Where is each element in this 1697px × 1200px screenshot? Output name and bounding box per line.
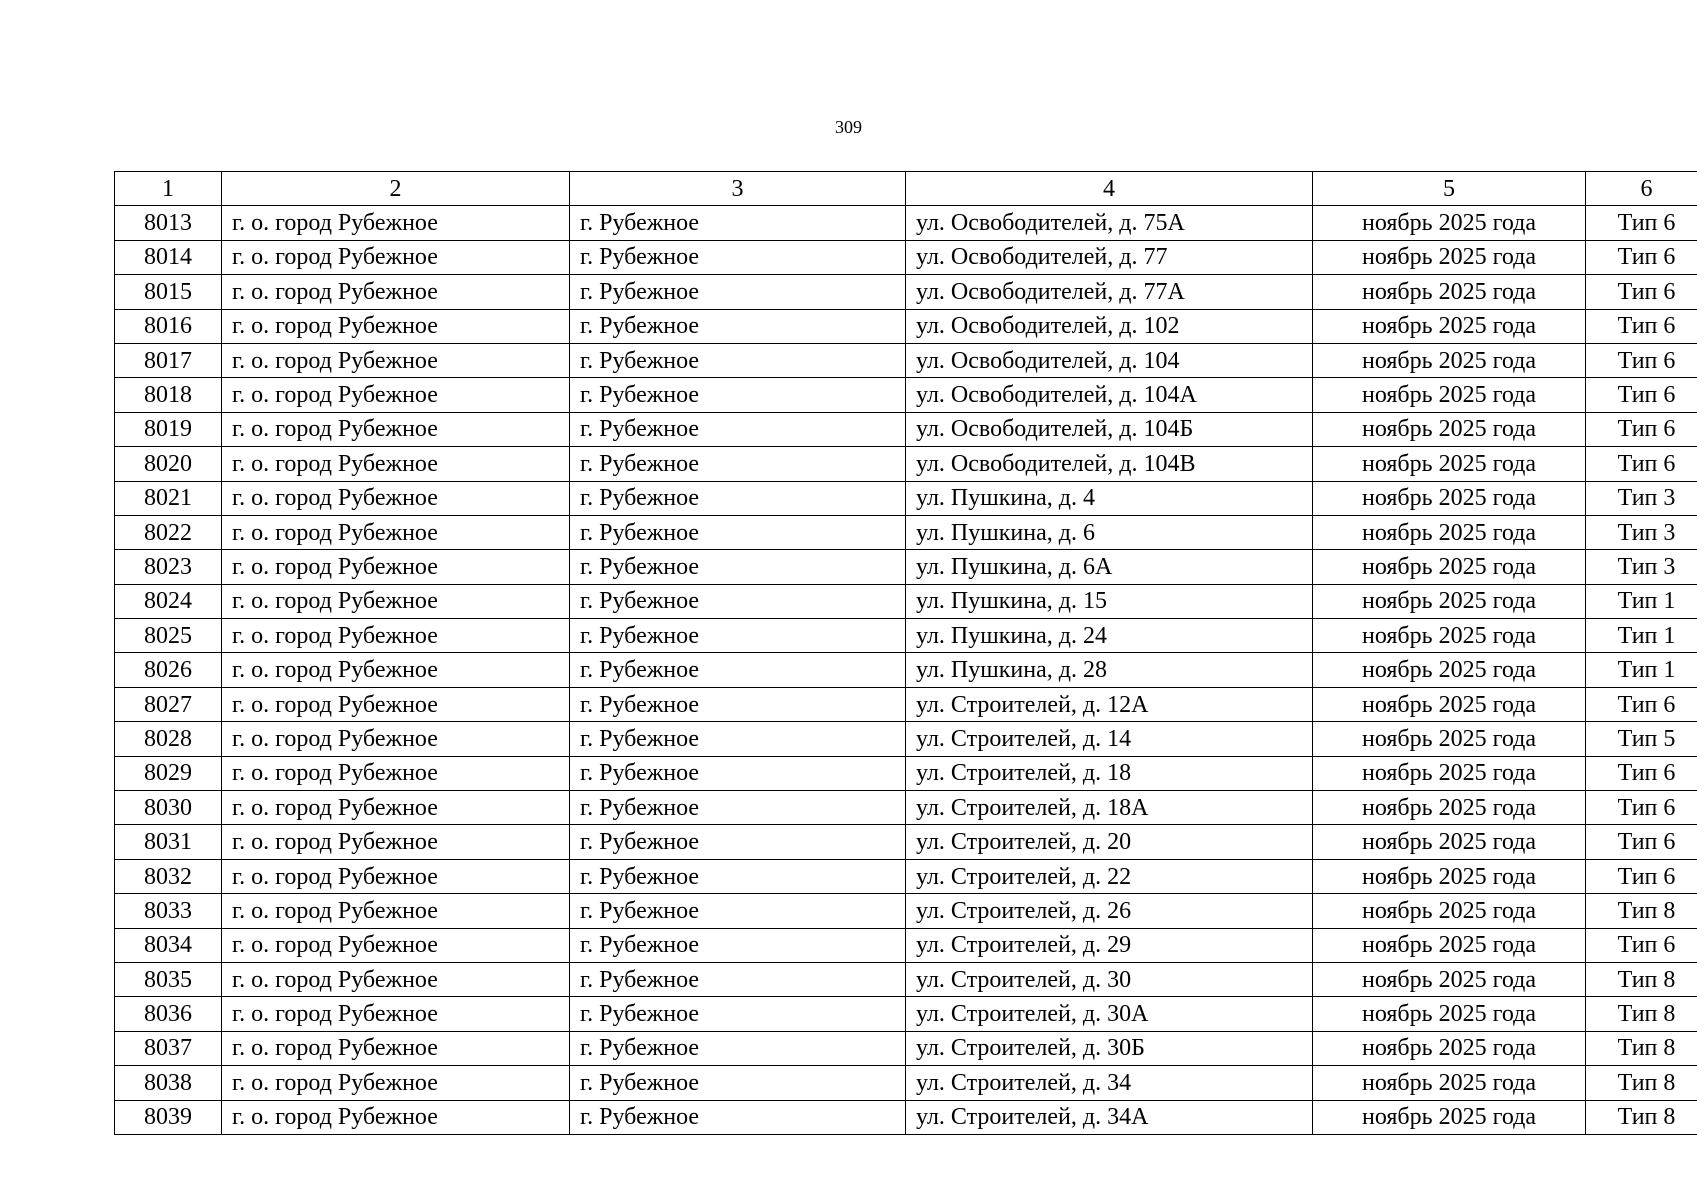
type-cell: Тип 6 xyxy=(1586,928,1697,962)
type-cell: Тип 3 xyxy=(1586,515,1697,549)
date-cell: ноябрь 2025 года xyxy=(1313,825,1586,859)
column-header-6: 6 xyxy=(1586,172,1697,206)
table-row xyxy=(115,550,1697,584)
row-number-cell: 8023 xyxy=(115,550,222,584)
municipality-cell: г. о. город Рубежное xyxy=(222,309,570,343)
date-cell: ноябрь 2025 года xyxy=(1313,240,1586,274)
row-number-cell: 8034 xyxy=(115,928,222,962)
settlement-cell: г. Рубежное xyxy=(570,928,906,962)
municipality-cell: г. о. город Рубежное xyxy=(222,756,570,790)
settlement-cell: г. Рубежное xyxy=(570,962,906,996)
table-row xyxy=(115,997,1697,1031)
settlement-cell: г. Рубежное xyxy=(570,687,906,721)
row-number-cell: 8013 xyxy=(115,206,222,240)
table-row xyxy=(115,928,1697,962)
settlement-cell: г. Рубежное xyxy=(570,653,906,687)
municipality-cell: г. о. город Рубежное xyxy=(222,791,570,825)
type-cell: Тип 8 xyxy=(1586,1100,1697,1134)
type-cell: Тип 8 xyxy=(1586,962,1697,996)
row-number-cell: 8025 xyxy=(115,619,222,653)
table-row xyxy=(115,1100,1697,1134)
address-cell: ул. Освободителей, д. 102 xyxy=(906,309,1313,343)
type-cell: Тип 6 xyxy=(1586,412,1697,446)
row-number-cell: 8026 xyxy=(115,653,222,687)
type-cell: Тип 8 xyxy=(1586,997,1697,1031)
settlement-cell: г. Рубежное xyxy=(570,378,906,412)
type-cell: Тип 3 xyxy=(1586,481,1697,515)
date-cell: ноябрь 2025 года xyxy=(1313,343,1586,377)
date-cell: ноябрь 2025 года xyxy=(1313,481,1586,515)
municipality-cell: г. о. город Рубежное xyxy=(222,687,570,721)
row-number-cell: 8028 xyxy=(115,722,222,756)
table-row xyxy=(115,240,1697,274)
date-cell: ноябрь 2025 года xyxy=(1313,550,1586,584)
municipality-cell: г. о. город Рубежное xyxy=(222,412,570,446)
settlement-cell: г. Рубежное xyxy=(570,722,906,756)
address-cell: ул. Пушкина, д. 24 xyxy=(906,619,1313,653)
table-row xyxy=(115,1031,1697,1065)
type-cell: Тип 3 xyxy=(1586,550,1697,584)
table-row xyxy=(115,825,1697,859)
table-row xyxy=(115,584,1697,618)
row-number-cell: 8037 xyxy=(115,1031,222,1065)
address-cell: ул. Освободителей, д. 104А xyxy=(906,378,1313,412)
date-cell: ноябрь 2025 года xyxy=(1313,206,1586,240)
settlement-cell: г. Рубежное xyxy=(570,515,906,549)
address-cell: ул. Пушкина, д. 6 xyxy=(906,515,1313,549)
table-row xyxy=(115,1066,1697,1100)
data-table xyxy=(114,171,1697,1135)
date-cell: ноябрь 2025 года xyxy=(1313,1100,1586,1134)
table-header xyxy=(115,172,1697,206)
settlement-cell: г. Рубежное xyxy=(570,997,906,1031)
row-number-cell: 8030 xyxy=(115,791,222,825)
municipality-cell: г. о. город Рубежное xyxy=(222,275,570,309)
settlement-cell: г. Рубежное xyxy=(570,584,906,618)
municipality-cell: г. о. город Рубежное xyxy=(222,378,570,412)
row-number-cell: 8015 xyxy=(115,275,222,309)
row-number-cell: 8022 xyxy=(115,515,222,549)
type-cell: Тип 6 xyxy=(1586,343,1697,377)
municipality-cell: г. о. город Рубежное xyxy=(222,997,570,1031)
row-number-cell: 8018 xyxy=(115,378,222,412)
address-cell: ул. Строителей, д. 14 xyxy=(906,722,1313,756)
municipality-cell: г. о. город Рубежное xyxy=(222,481,570,515)
settlement-cell: г. Рубежное xyxy=(570,619,906,653)
municipality-cell: г. о. город Рубежное xyxy=(222,550,570,584)
row-number-cell: 8029 xyxy=(115,756,222,790)
municipality-cell: г. о. город Рубежное xyxy=(222,515,570,549)
date-cell: ноябрь 2025 года xyxy=(1313,1031,1586,1065)
municipality-cell: г. о. город Рубежное xyxy=(222,584,570,618)
date-cell: ноябрь 2025 года xyxy=(1313,619,1586,653)
address-cell: ул. Пушкина, д. 15 xyxy=(906,584,1313,618)
type-cell: Тип 8 xyxy=(1586,1066,1697,1100)
address-cell: ул. Освободителей, д. 77 xyxy=(906,240,1313,274)
address-cell: ул. Строителей, д. 12А xyxy=(906,687,1313,721)
address-cell: ул. Строителей, д. 18 xyxy=(906,756,1313,790)
address-cell: ул. Освободителей, д. 77А xyxy=(906,275,1313,309)
table-row xyxy=(115,275,1697,309)
table-row xyxy=(115,206,1697,240)
municipality-cell: г. о. город Рубежное xyxy=(222,206,570,240)
type-cell: Тип 6 xyxy=(1586,791,1697,825)
table-row xyxy=(115,791,1697,825)
municipality-cell: г. о. город Рубежное xyxy=(222,825,570,859)
municipality-cell: г. о. город Рубежное xyxy=(222,653,570,687)
date-cell: ноябрь 2025 года xyxy=(1313,378,1586,412)
table-row xyxy=(115,756,1697,790)
settlement-cell: г. Рубежное xyxy=(570,447,906,481)
row-number-cell: 8021 xyxy=(115,481,222,515)
table-row xyxy=(115,378,1697,412)
municipality-cell: г. о. город Рубежное xyxy=(222,1066,570,1100)
type-cell: Тип 6 xyxy=(1586,206,1697,240)
table-row xyxy=(115,481,1697,515)
date-cell: ноябрь 2025 года xyxy=(1313,791,1586,825)
row-number-cell: 8020 xyxy=(115,447,222,481)
settlement-cell: г. Рубежное xyxy=(570,275,906,309)
municipality-cell: г. о. город Рубежное xyxy=(222,722,570,756)
address-cell: ул. Строителей, д. 26 xyxy=(906,894,1313,928)
type-cell: Тип 1 xyxy=(1586,619,1697,653)
settlement-cell: г. Рубежное xyxy=(570,343,906,377)
row-number-cell: 8014 xyxy=(115,240,222,274)
settlement-cell: г. Рубежное xyxy=(570,206,906,240)
address-cell: ул. Строителей, д. 34А xyxy=(906,1100,1313,1134)
municipality-cell: г. о. город Рубежное xyxy=(222,343,570,377)
row-number-cell: 8036 xyxy=(115,997,222,1031)
type-cell: Тип 6 xyxy=(1586,825,1697,859)
row-number-cell: 8017 xyxy=(115,343,222,377)
column-header-2: 2 xyxy=(222,172,570,206)
table-row xyxy=(115,687,1697,721)
row-number-cell: 8038 xyxy=(115,1066,222,1100)
row-number-cell: 8027 xyxy=(115,687,222,721)
page-number: 309 xyxy=(835,117,862,137)
date-cell: ноябрь 2025 года xyxy=(1313,653,1586,687)
settlement-cell: г. Рубежное xyxy=(570,756,906,790)
table-row xyxy=(115,515,1697,549)
address-cell: ул. Освободителей, д. 104В xyxy=(906,447,1313,481)
settlement-cell: г. Рубежное xyxy=(570,412,906,446)
address-cell: ул. Пушкина, д. 6А xyxy=(906,550,1313,584)
settlement-cell: г. Рубежное xyxy=(570,309,906,343)
settlement-cell: г. Рубежное xyxy=(570,1066,906,1100)
date-cell: ноябрь 2025 года xyxy=(1313,1066,1586,1100)
address-cell: ул. Строителей, д. 30А xyxy=(906,997,1313,1031)
date-cell: ноябрь 2025 года xyxy=(1313,997,1586,1031)
date-cell: ноябрь 2025 года xyxy=(1313,722,1586,756)
municipality-cell: г. о. город Рубежное xyxy=(222,619,570,653)
date-cell: ноябрь 2025 года xyxy=(1313,309,1586,343)
date-cell: ноябрь 2025 года xyxy=(1313,859,1586,893)
row-number-cell: 8035 xyxy=(115,962,222,996)
settlement-cell: г. Рубежное xyxy=(570,550,906,584)
table-row xyxy=(115,309,1697,343)
type-cell: Тип 6 xyxy=(1586,309,1697,343)
table-row xyxy=(115,412,1697,446)
date-cell: ноябрь 2025 года xyxy=(1313,928,1586,962)
settlement-cell: г. Рубежное xyxy=(570,1031,906,1065)
address-cell: ул. Строителей, д. 22 xyxy=(906,859,1313,893)
address-cell: ул. Освободителей, д. 104Б xyxy=(906,412,1313,446)
municipality-cell: г. о. город Рубежное xyxy=(222,1100,570,1134)
address-cell: ул. Строителей, д. 30Б xyxy=(906,1031,1313,1065)
date-cell: ноябрь 2025 года xyxy=(1313,687,1586,721)
row-number-cell: 8024 xyxy=(115,584,222,618)
date-cell: ноябрь 2025 года xyxy=(1313,584,1586,618)
table-row xyxy=(115,962,1697,996)
type-cell: Тип 6 xyxy=(1586,378,1697,412)
municipality-cell: г. о. город Рубежное xyxy=(222,240,570,274)
address-cell: ул. Пушкина, д. 28 xyxy=(906,653,1313,687)
table-row xyxy=(115,722,1697,756)
municipality-cell: г. о. город Рубежное xyxy=(222,962,570,996)
date-cell: ноябрь 2025 года xyxy=(1313,756,1586,790)
settlement-cell: г. Рубежное xyxy=(570,894,906,928)
municipality-cell: г. о. город Рубежное xyxy=(222,859,570,893)
table-row xyxy=(115,653,1697,687)
row-number-cell: 8016 xyxy=(115,309,222,343)
type-cell: Тип 8 xyxy=(1586,894,1697,928)
municipality-cell: г. о. город Рубежное xyxy=(222,894,570,928)
header-row xyxy=(115,172,1697,206)
address-cell: ул. Строителей, д. 29 xyxy=(906,928,1313,962)
row-number-cell: 8019 xyxy=(115,412,222,446)
type-cell: Тип 1 xyxy=(1586,584,1697,618)
type-cell: Тип 6 xyxy=(1586,687,1697,721)
address-cell: ул. Строителей, д. 18А xyxy=(906,791,1313,825)
table-row xyxy=(115,619,1697,653)
address-cell: ул. Строителей, д. 20 xyxy=(906,825,1313,859)
date-cell: ноябрь 2025 года xyxy=(1313,412,1586,446)
row-number-cell: 8033 xyxy=(115,894,222,928)
table-row xyxy=(115,859,1697,893)
date-cell: ноябрь 2025 года xyxy=(1313,447,1586,481)
municipality-cell: г. о. город Рубежное xyxy=(222,447,570,481)
date-cell: ноябрь 2025 года xyxy=(1313,275,1586,309)
address-cell: ул. Освободителей, д. 75А xyxy=(906,206,1313,240)
settlement-cell: г. Рубежное xyxy=(570,240,906,274)
row-number-cell: 8039 xyxy=(115,1100,222,1134)
type-cell: Тип 6 xyxy=(1586,275,1697,309)
type-cell: Тип 6 xyxy=(1586,447,1697,481)
column-header-5: 5 xyxy=(1313,172,1586,206)
type-cell: Тип 8 xyxy=(1586,1031,1697,1065)
column-header-4: 4 xyxy=(906,172,1313,206)
settlement-cell: г. Рубежное xyxy=(570,1100,906,1134)
municipality-cell: г. о. город Рубежное xyxy=(222,928,570,962)
type-cell: Тип 6 xyxy=(1586,859,1697,893)
date-cell: ноябрь 2025 года xyxy=(1313,962,1586,996)
date-cell: ноябрь 2025 года xyxy=(1313,515,1586,549)
settlement-cell: г. Рубежное xyxy=(570,481,906,515)
table-row xyxy=(115,894,1697,928)
type-cell: Тип 6 xyxy=(1586,756,1697,790)
row-number-cell: 8032 xyxy=(115,859,222,893)
settlement-cell: г. Рубежное xyxy=(570,791,906,825)
column-header-3: 3 xyxy=(570,172,906,206)
settlement-cell: г. Рубежное xyxy=(570,859,906,893)
settlement-cell: г. Рубежное xyxy=(570,825,906,859)
type-cell: Тип 5 xyxy=(1586,722,1697,756)
table-row xyxy=(115,447,1697,481)
table-body xyxy=(115,206,1697,1135)
municipality-cell: г. о. город Рубежное xyxy=(222,1031,570,1065)
address-cell: ул. Пушкина, д. 4 xyxy=(906,481,1313,515)
date-cell: ноябрь 2025 года xyxy=(1313,894,1586,928)
column-header-1: 1 xyxy=(115,172,222,206)
row-number-cell: 8031 xyxy=(115,825,222,859)
address-cell: ул. Строителей, д. 34 xyxy=(906,1066,1313,1100)
address-cell: ул. Освободителей, д. 104 xyxy=(906,343,1313,377)
type-cell: Тип 6 xyxy=(1586,240,1697,274)
address-cell: ул. Строителей, д. 30 xyxy=(906,962,1313,996)
table-row xyxy=(115,343,1697,377)
type-cell: Тип 1 xyxy=(1586,653,1697,687)
